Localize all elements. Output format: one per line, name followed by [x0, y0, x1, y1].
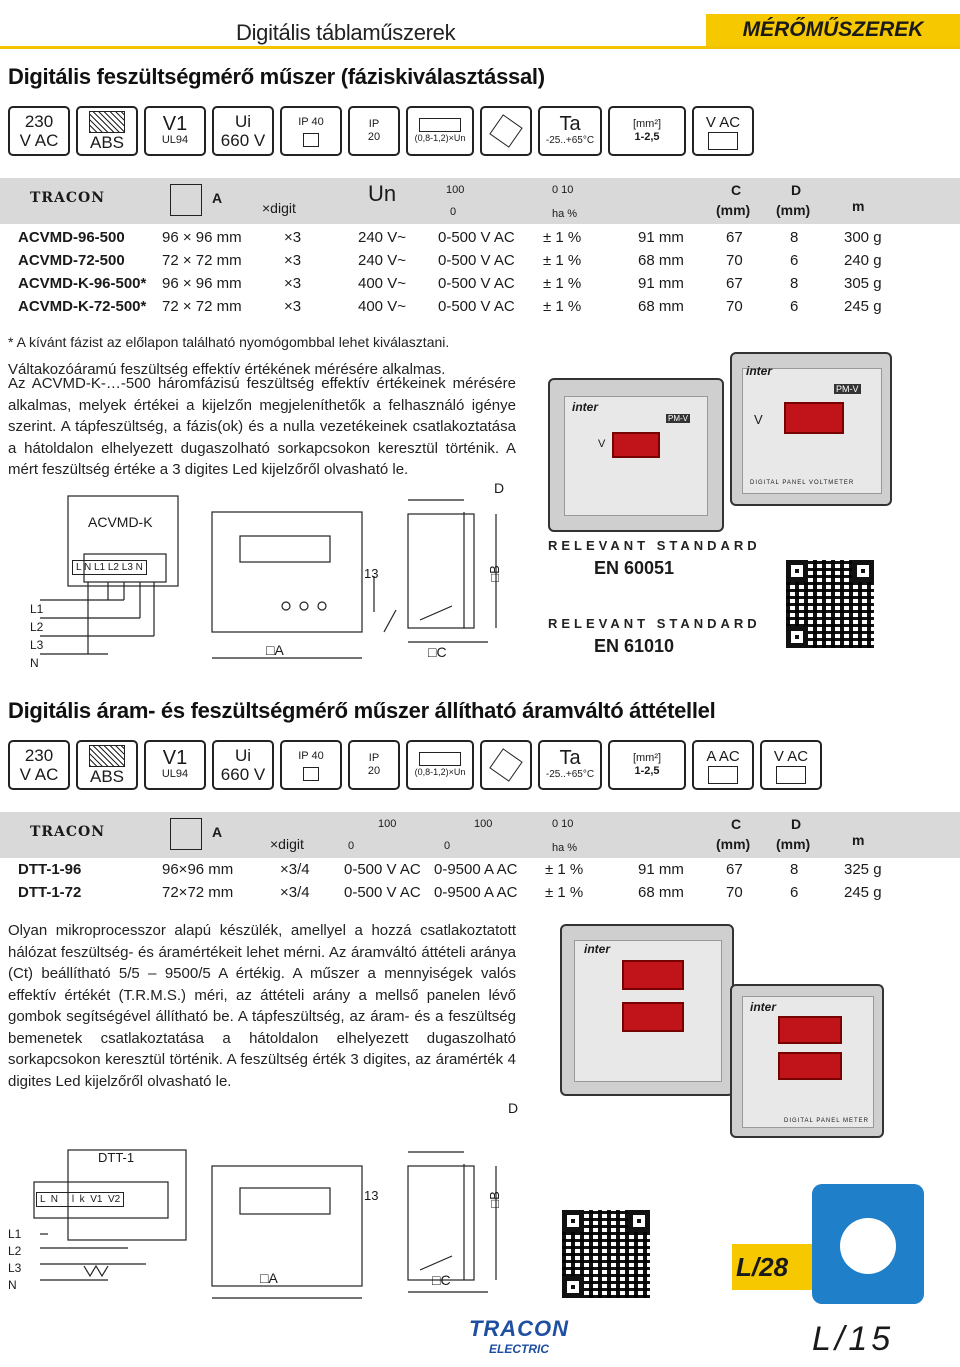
diagram1-terminals: L N L1 L2 L3 N [72, 560, 147, 575]
meter-photo-small: inter PM-V V [548, 378, 724, 532]
aac-meter-icon: A AC [692, 740, 754, 790]
section2-description: Olyan mikroprocesszor alapú készülék, amellyel a hozzá csatlakoztatott hálózat feszültség- és áramértékeit lehet mérni. Az áramváltó áttételi aránya (Ct) beállítható 5/5 – 9500/5 A értékig. A műszer a mennyiségek valós effektív értékét (T.R.M.S.) méri, az áttételi arány a mellső panelen lévő gombok segítségével állítható be. A tápfeszültség, az áram- és a feszültség bemenetek csatlakoztatása a hátoldalon elhelyezett dugaszolható sorkapcsokon keresztül történik. A feszültség érték 3 digites, az áramérték 4 digites Led kijelzőről olvasható le. [8, 922, 516, 1090]
page-number: L/15 [812, 1320, 895, 1358]
table-row: ACVMD-96-500 96 × 96 mm ×3 240 V~ 0-500 V AC ± 1 % 91 mm 67 8 300 g [18, 229, 882, 246]
standard-label-1: RELEVANT STANDARD [548, 538, 761, 553]
insulation-voltage-icon: Ui 660 V [212, 106, 274, 156]
col-d: D [791, 816, 802, 832]
section1-spec-band: TRACON A ×digit Un 0 100 0 10 ha % C (mm) D (mm) m [0, 178, 960, 224]
meter-dial-icon [170, 818, 202, 850]
section2-spec-band: TRACON A ×digit 0 100 0 100 0 10 ha % C (mm) D (mm) m [0, 812, 960, 858]
dim-13-label: 13 [364, 1188, 379, 1203]
qr-code-1 [786, 560, 874, 648]
flammability-icon: V1 UL94 [144, 740, 206, 790]
un-label: Un [368, 181, 397, 206]
meter-dial-icon [170, 184, 202, 216]
dim-c-label: □C [432, 1272, 451, 1288]
section2-icon-row [8, 740, 822, 794]
vac-meter-icon: V AC [760, 740, 822, 790]
dim-b-label: □B [486, 565, 502, 582]
diagram1-model: ACVMD-K [88, 514, 153, 530]
temperature-icon: Ta -25..+65°C [538, 106, 602, 156]
abs-material-icon: ABS [76, 740, 138, 790]
section2-wiring-diagram [28, 1110, 528, 1310]
dtt-meter-photo-small: inter DIGITAL PANEL METER [730, 984, 884, 1138]
dim-b-label: □B [486, 1191, 502, 1208]
table-row: ACVMD-K-72-500* 72 × 72 mm ×3 400 V~ 0-500 V AC ± 1 % 68 mm 70 6 245 g [18, 298, 882, 315]
dtt-meter-photo-large: inter [560, 924, 734, 1096]
voltage-icon: 230 V AC [8, 106, 70, 156]
meter-photo-large: inter PM-V V DIGITAL PANEL VOLTMETER [730, 352, 892, 506]
tilt-angle-icon [480, 740, 532, 790]
category-title: Digitális táblaműszerek [236, 20, 456, 45]
insulation-voltage-icon: Ui 660 V [212, 740, 274, 790]
diagram2-terminals: L N l k V1 V2 [36, 1192, 124, 1207]
weight-icon: m [852, 198, 865, 214]
footer-logo: TRACON ELECTRIC [468, 1316, 570, 1356]
col-d: D [791, 182, 802, 198]
wire-size-icon: [mm²] 1-2,5 [608, 740, 686, 790]
temperature-icon: Ta -25..+65°C [538, 740, 602, 790]
tracon-logo: TRACON [30, 190, 106, 206]
current-transformer-photo [812, 1184, 924, 1304]
qr-code-2 [562, 1210, 650, 1298]
tilt-angle-icon [480, 106, 532, 156]
wire-size-icon: [mm²] 1-2,5 [608, 106, 686, 156]
table-row: ACVMD-K-96-500* 96 × 96 mm ×3 400 V~ 0-500 V AC ± 1 % 91 mm 67 8 305 g [18, 275, 882, 292]
tracon-logo: TRACON [30, 824, 106, 840]
diagram2-lines: L1 L2 L3 N [8, 1227, 22, 1292]
dim-d-label: D [494, 480, 505, 496]
footnote: * A kívánt fázist az előlapon található nyomógombbal lehet kiválasztani. [8, 334, 450, 350]
ip20-icon: IP 20 [348, 106, 400, 156]
digit-label: ×digit [262, 200, 296, 216]
display-range-icon: (0,8-1,2)×Un [406, 106, 474, 156]
dim-d-label: D [508, 1100, 519, 1116]
section1-title: Digitális feszültségmérő műszer (fáziskiválasztással) [8, 64, 545, 89]
display-range-icon: (0,8-1,2)×Un [406, 740, 474, 790]
section2-title: Digitális áram- és feszültségmérő műszer állítható áramváltó áttétellel [8, 698, 716, 723]
a-label: A [212, 190, 223, 206]
col-c: C [731, 182, 742, 198]
section1-description: Az ACVMD-K-…-500 háromfázisú feszültség effektív értékeinek mérésére alkalmas, melyek értékei a kijelzőn megjeleníthetők a felhasználó igénye szerint. A tápfeszültség, a fázis(ok) és a nulla vezetékeinek csatlakoztatása a hátoldalon elhelyezett dugaszolható sorkapcsokon keresztül történik. A mért feszültség értéke a 3 digites Led kijelzőről olvasható le. [8, 375, 516, 478]
digit-label: ×digit [270, 836, 304, 852]
vac-meter-icon: V AC [692, 106, 754, 156]
accessory-label: L/28 [736, 1252, 789, 1282]
table-row: ACVMD-72-500 72 × 72 mm ×3 240 V~ 0-500 V AC ± 1 % 68 mm 70 6 240 g [18, 252, 882, 269]
standard-value-1: EN 60051 [594, 558, 675, 578]
diagram1-lines: L1 L2 L3 N [30, 602, 44, 670]
dim-13-label: 13 [364, 566, 379, 581]
diagram2-model: DTT-1 [98, 1150, 135, 1165]
dim-c-label: □C [428, 644, 447, 660]
table-row: DTT-1-96 96×96 mm ×3/4 0-500 V AC 0-9500 A AC ± 1 % 91 mm 67 8 325 g [18, 861, 882, 878]
a-label: A [212, 824, 223, 840]
standard-value-2: EN 61010 [594, 636, 675, 656]
ip20-icon: IP 20 [348, 740, 400, 790]
header-rule [0, 46, 960, 49]
section-badge: MÉRŐMŰSZEREK [706, 14, 960, 46]
table-row: DTT-1-72 72×72 mm ×3/4 0-500 V AC 0-9500 A AC ± 1 % 68 mm 70 6 245 g [18, 884, 882, 901]
ip40-icon: IP 40 [280, 740, 342, 790]
flammability-icon: V1 UL94 [144, 106, 206, 156]
ip40-icon: IP 40 [280, 106, 342, 156]
abs-material-icon: ABS [76, 106, 138, 156]
weight-icon: m [852, 832, 865, 848]
col-c: C [731, 816, 742, 832]
dim-a-label: □A [266, 642, 284, 658]
voltage-icon: 230 V AC [8, 740, 70, 790]
standard-label-2: RELEVANT STANDARD [548, 616, 761, 631]
section1-intro: Váltakozóáramú feszültség effektív értékének mérésére alkalmas. [8, 361, 446, 378]
dim-a-label: □A [260, 1270, 278, 1286]
section1-icon-row [8, 106, 754, 160]
